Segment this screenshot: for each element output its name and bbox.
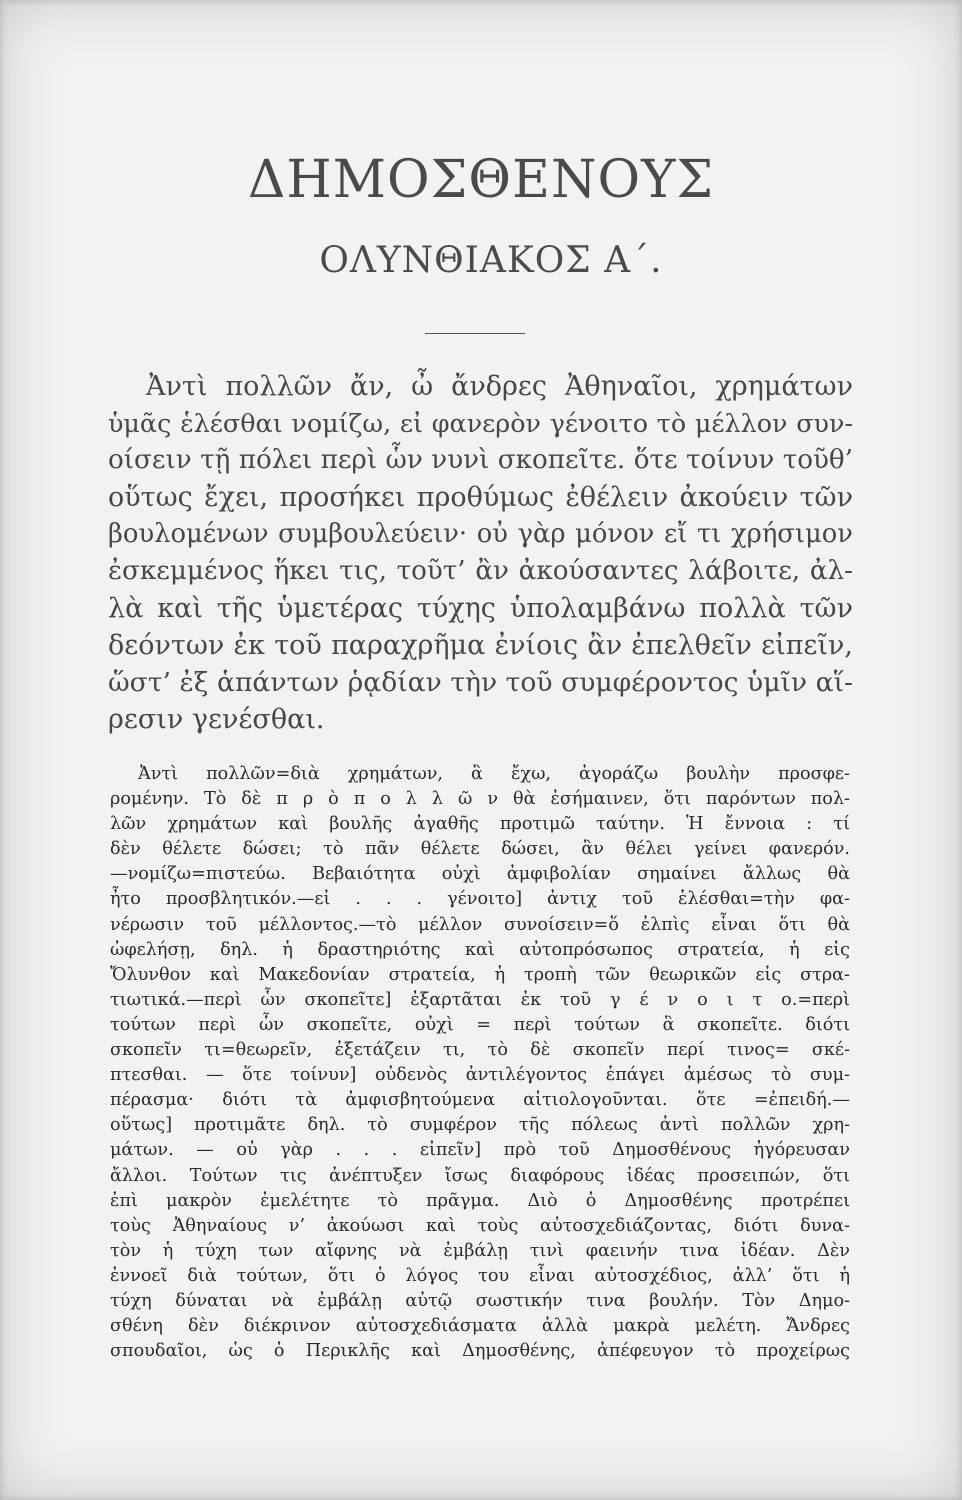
commentary-line: ὠφελήσῃ, δηλ. ἡ δραστηριότης καὶ αὐτοπρόσωπος στρατεία, ἡ εἰς [110, 939, 850, 960]
commentary-line: σπουδαῖοι, ὡς ὁ Περικλῆς καὶ Δημοσθένης, ἀπέφευγον τὸ προχείρως [110, 1341, 850, 1362]
commentary-line: τιωτικά.—περὶ ὧν σκοπεῖτε] ἐξαρτᾶται ἐκ τοῦ γ έ ν ο ι τ ο.=περὶ [110, 989, 850, 1010]
commentary-line: σκοπεῖν τι=θεωρεῖν, ἐξετάζειν τι, τὸ δὲ σκοπεῖν περί τινος= σκέ- [110, 1040, 850, 1061]
commentary-line: ρομένην. Τὸ δὲ π ρ ὸ π ο λ λ ῶ ν θὰ ἐσήμαινεν, ὅτι παρόντων πολ- [110, 789, 850, 810]
commentary-line: πέρασμα· διότι τὰ ἀμφισβητούμενα αἰτιολογοῦνται. ὅτε =ἐπειδή.— [110, 1090, 850, 1111]
main-text-line: ἐσκεμμένος ἥκει τις, τοῦτ’ ἂν ἀκούσαντες λάβοιτε, ἀλ- [108, 556, 853, 586]
commentary [110, 762, 850, 1364]
commentary-line: λῶν χρημάτων καὶ βουλῆς ἀγαθῆς προτιμῶ ταύτην. Ἡ ἔννοια : τί [110, 814, 850, 835]
commentary-line: τούτων περὶ ὧν σκοπεῖτε, οὐχὶ = περὶ τούτων ἃ σκοπεῖτε. διότι [110, 1014, 850, 1035]
commentary-line: —νομίζω=πιστεύω. Βεβαιότητα οὐχὶ ἀμφιβολίαν σημαίνει ἄλλως θὰ [110, 864, 850, 885]
main-text-line: δεόντων ἐκ τοῦ παραχρῆμα ἐνίοις ἂν ἐπελθεῖν εἰπεῖν, [108, 630, 853, 661]
commentary-line: ἐπὶ μακρὸν ἐμελέτητε τὸ πρᾶγμα. Διὸ ὁ Δημοσθένης προτρέπει [110, 1190, 850, 1211]
title-divider [425, 333, 525, 334]
main-text-line: Ἀντὶ πολλῶν ἄν, ὦ ἄνδρες Ἀθηναῖοι, χρημάτων [146, 371, 853, 402]
page-title: ΔΗΜΟΣΘΕΝΟΥΣ [247, 150, 715, 210]
commentary-line: τοὺς Ἀθηναίους ν’ ἀκούωσι καὶ τοὺς αὐτοσχεδιάζοντας, διότι δυνα- [110, 1215, 850, 1236]
main-text-line: οίσειν τῇ πόλει περὶ ὧν νυνὶ σκοπεῖτε. ὅτε τοίνυν τοῦθ’ [108, 445, 853, 475]
main-text-line: λὰ καὶ τῆς ὑμετέρας τύχης ὑπολαμβάνω πολλὰ τῶν [108, 593, 853, 624]
commentary-line: τὸν ἡ τύχη των αἴφνης νὰ ἐμβάλῃ τινὶ φαεινήν τινα ἰδέαν. Δὲν [110, 1240, 850, 1261]
main-text-line: ρεσιν γενέσθαι. [108, 704, 325, 735]
commentary-line: τύχη δύναται νὰ ἐμβάλῃ αὐτῷ σωστικήν τινα βουλήν. Τὸν Δημο- [110, 1290, 850, 1311]
commentary-line: σθένη δὲν διέκρινον αὐτοσχεδιάσματα ἀλλὰ μακρὰ μελέτη. Ἄνδρες [110, 1316, 850, 1337]
commentary-line: μάτων. — οὐ γὰρ . . . εἰπεῖν] πρὸ τοῦ Δημοσθένους ἠγόρευσαν [110, 1140, 850, 1161]
main-text-line: βουλομένων συμβουλεύειν· οὐ γὰρ μόνον εἴ τι χρήσιμον [108, 519, 853, 549]
commentary-line: Ὄλυνθον καὶ Μακεδονίαν στρατεία, ἡ τροπὴ τῶν θεωρικῶν εἰς στρα- [110, 964, 850, 985]
commentary-line: νέρωσιν τοῦ μέλλοντος.—τὸ μέλλον συνοίσειν=ὅ ἐλπὶς εἶναι ὅτι θὰ [110, 914, 850, 935]
page-subtitle: ΟΛΥΝΘΙΑΚΟΣ Α΄. [319, 240, 663, 281]
main-text-line: οὕτως ἔχει, προσήκει προθύμως ἐθέλειν ἀκούειν τῶν [108, 482, 853, 513]
commentary-line: δὲν θέλετε δώσει; τὸ πᾶν θέλετε δώσει, ἂν θέλει γείνει φανερόν. [110, 839, 850, 860]
commentary-line: Ἀντὶ πολλῶν=διὰ χρημάτων, ἃ ἔχω, ἀγοράζω βουλὴν προσφε- [138, 764, 850, 784]
main-text-line: ὑμᾶς ἑλέσθαι νομίζω, εἰ φανερὸν γένοιτο τὸ μέλλον συν- [108, 408, 853, 438]
commentary-line: ἄλλοι. Τούτων τις ἀνέπτυξεν ἴσως διαφόρους ἰδέας προσειπών, ὅτι [110, 1165, 850, 1186]
main-text-line: ὥστ’ ἐξ ἁπάντων ῥᾳδίαν τὴν τοῦ συμφέροντος ὑμῖν αἵ- [108, 667, 853, 698]
commentary-line: ἐννοεῖ διὰ τούτων, ὅτι ὁ λόγος του εἶναι αὐτοσχέδιος, ἀλλ’ ὅτι ἡ [110, 1265, 850, 1286]
commentary-line: ἦτο προσβλητικόν.—εἰ . . . γένοιτο] ἀντιχ τοῦ ἑλέσθαι=τὴν φα- [110, 889, 850, 910]
commentary-line: οὕτως] προτιμᾶτε δηλ. τὸ συμφέρον τῆς πόλεως ἀντὶ πολλῶν χρη- [110, 1115, 850, 1136]
commentary-line: πτεσθαι. — ὅτε τοίνυν] οὐδενὸς ἀντιλέγοντος ἐπάγει ἀμέσως τὸ συμ- [110, 1065, 850, 1086]
main-text [108, 368, 853, 738]
